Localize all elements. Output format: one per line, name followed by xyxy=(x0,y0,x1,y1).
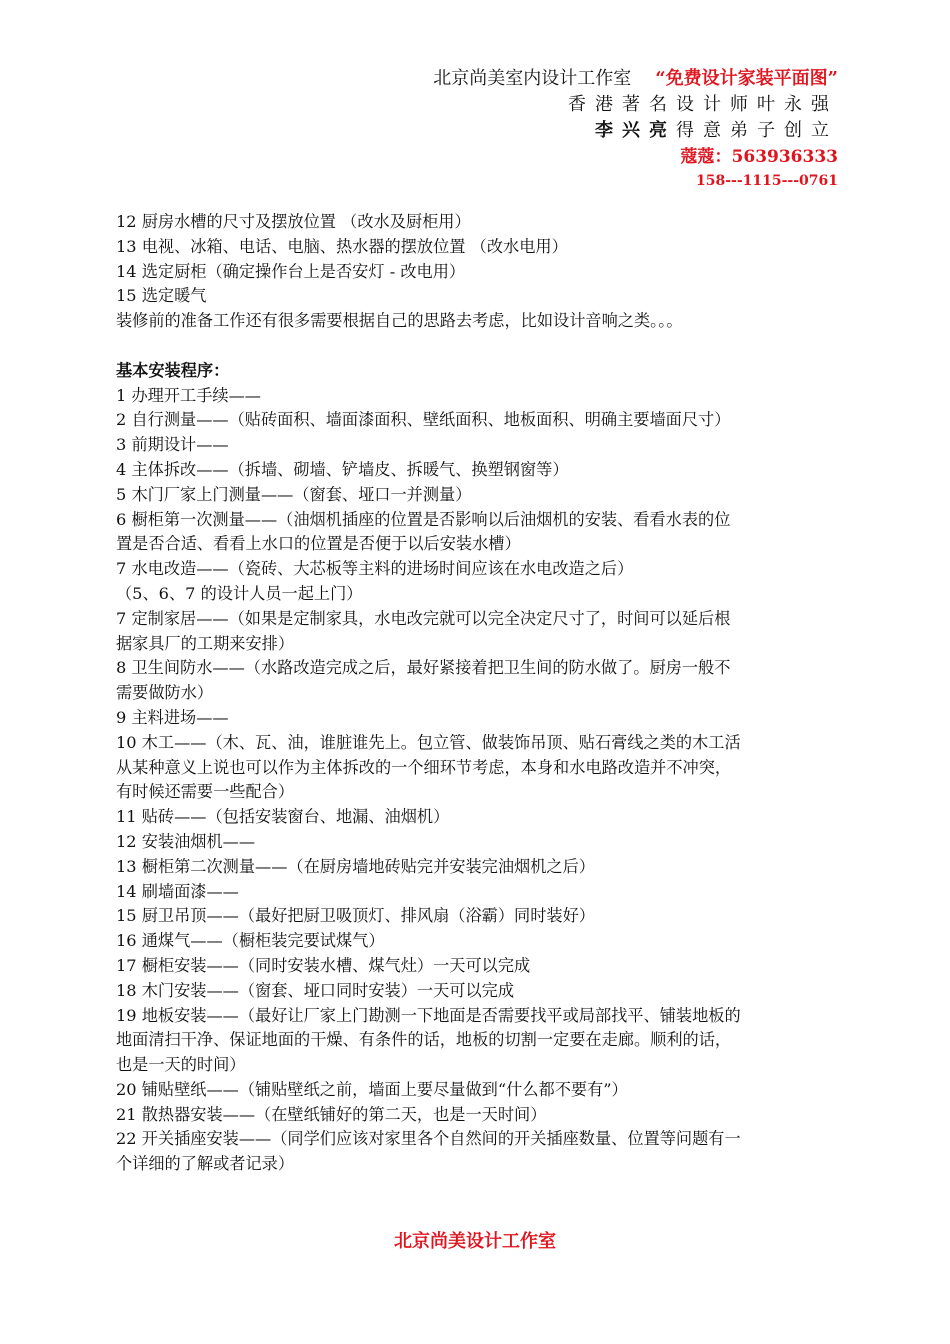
step-line: 6 橱柜第一次测量——（油烟机插座的位置是否影响以后油烟机的安装、看看水表的位 xyxy=(116,509,731,529)
contact-phone: 158---1115---0761 xyxy=(695,173,838,189)
founder-name: 李兴亮 xyxy=(595,120,676,141)
studio-name: 北京尚美室内设计工作室 xyxy=(433,68,632,89)
step-line: 据家具厂的工期来安排） xyxy=(116,633,295,653)
prep-item: 12 厨房水槽的尺寸及摆放位置 （改水及厨柜用） xyxy=(116,212,471,231)
step-line: 22 开关插座安装——（同学们应该对家里各个自然间的开关插座数量、位置等问题有一 xyxy=(116,1129,741,1149)
designer-line: 香港著名设计师叶永强 xyxy=(568,94,838,115)
step-line: 有时候还需要一些配合） xyxy=(116,782,295,802)
step-line: 4 主体拆改——（拆墙、砌墙、铲墙皮、拆暖气、换塑钢窗等） xyxy=(116,459,569,479)
founder-line xyxy=(433,118,838,144)
step-line: 21 散热器安装——（在壁纸铺好的第二天，也是一天时间） xyxy=(116,1104,547,1124)
step-line: 也是一天的时间） xyxy=(116,1055,246,1075)
step-line: 1 办理开工手续—— xyxy=(116,385,261,405)
step-line: 置是否合适、看看上水口的位置是否便于以后安装水槽） xyxy=(116,534,521,554)
spacer xyxy=(116,334,840,359)
step-line: 11 贴砖——（包括安装窗台、地漏、油烟机） xyxy=(116,807,450,827)
page-header xyxy=(433,66,838,192)
prep-item: 13 电视、冰箱、电话、电脑、热水器的摆放位置 （改水电用） xyxy=(116,236,568,256)
header-line-1 xyxy=(433,66,838,92)
step-line: 15 厨卫吊顶——（最好把厨卫吸顶灯、排风扇（浴霸）同时装好） xyxy=(116,906,595,926)
step-line: 从某种意义上说也可以作为主体拆改的一个细环节考虑，本身和水电路改造并不冲突， xyxy=(116,757,732,777)
prep-item: 14 选定厨柜（确定操作台上是否安灯 - 改电用） xyxy=(116,261,466,281)
step-line: 3 前期设计—— xyxy=(116,435,229,455)
step-line: 17 橱柜安装——（同时安装水槽、煤气灶）一天可以完成 xyxy=(116,955,531,975)
prep-item: 15 选定暖气 xyxy=(116,286,207,306)
slogan: “免费设计家装平面图” xyxy=(655,68,838,89)
step-line: 2 自行测量——（贴砖面积、墙面漆面积、壁纸面积、地板面积、明确主要墙面尺寸） xyxy=(116,410,731,430)
step-line: 5 木门厂家上门测量——（窗套、垭口一并测量） xyxy=(116,484,472,504)
step-line: 14 刷墙面漆—— xyxy=(116,881,239,901)
step-line: 16 通煤气——（橱柜装完要试煤气） xyxy=(116,931,385,951)
step-line: 8 卫生间防水——（水路改造完成之后，最好紧接着把卫生间的防水做了。厨房一般不 xyxy=(116,658,731,678)
section-title: 基本安装程序： xyxy=(116,360,230,380)
step-line: 地面清扫干净、保证地面的干燥、有条件的话，地板的切割一定要在走廊。顺利的话， xyxy=(116,1030,732,1050)
contact-qq: 蔻蔻：563936333 xyxy=(680,147,838,167)
step-line: 10 木工——（木、瓦、油，谁脏谁先上。包立管、做装饰吊顶、贴石膏线之类的木工活 xyxy=(116,732,741,752)
step-line: 7 水电改造——（瓷砖、大芯板等主料的进场时间应该在水电改造之后） xyxy=(116,559,634,579)
step-line: 7 定制家居——（如果是定制家具，水电改完就可以完全决定尺寸了，时间可以延后根 xyxy=(116,608,731,628)
step-line: 20 铺贴壁纸——（铺贴壁纸之前，墙面上要尽量做到“什么都不要有”） xyxy=(116,1079,628,1099)
prep-note: 装修前的准备工作还有很多需要根据自己的思路去考虑，比如设计音响之类。。。 xyxy=(116,311,683,331)
document-body xyxy=(116,210,840,1177)
step-line: 13 橱柜第二次测量——（在厨房墙地砖贴完并安装完油烟机之后） xyxy=(116,856,595,876)
step-line: 19 地板安装——（最好让厂家上门勘测一下地面是否需要找平或局部找平、铺装地板的 xyxy=(116,1005,741,1025)
step-line: 12 安装油烟机—— xyxy=(116,831,256,851)
founder-rest: 得意弟子创立 xyxy=(676,120,838,141)
step-line: 需要做防水） xyxy=(116,683,214,703)
step-line: 9 主料进场—— xyxy=(116,707,229,727)
footer-studio-name: 北京尚美设计工作室 xyxy=(394,1231,556,1252)
step-line: 个详细的了解或者记录） xyxy=(116,1154,295,1174)
step-line: （5、6、7 的设计人员一起上门） xyxy=(116,583,363,603)
step-line: 18 木门安装——（窗套、垭口同时安装）一天可以完成 xyxy=(116,980,515,1000)
